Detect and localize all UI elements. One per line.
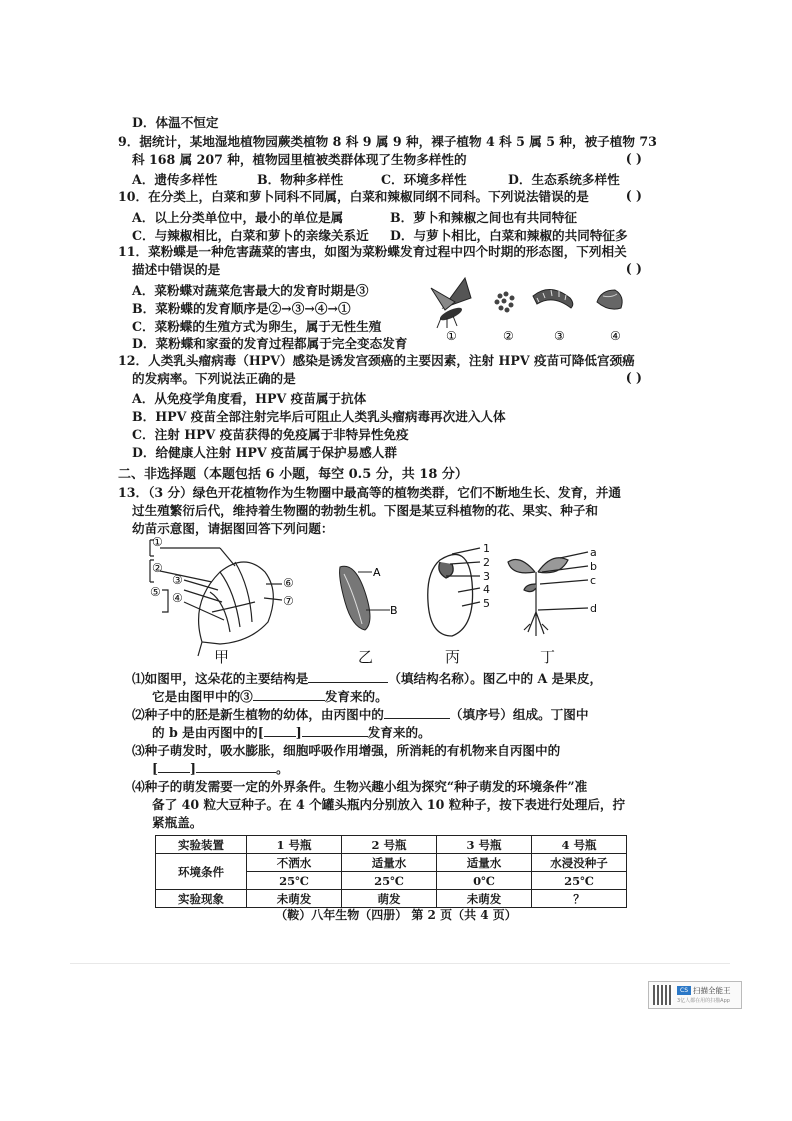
q12-stem-line2: 的发病率。下列说法正确的是: [132, 371, 296, 386]
q12-opt-c: C．注射 HPV 疫苗获得的免疫属于非特异性免疫: [132, 427, 409, 442]
seedling-label-b: b: [590, 560, 597, 573]
q13-sub1-text-b: （填结构名称）。图乙中的 A 是果皮，: [388, 671, 603, 686]
q13-sub1-line1: [132, 670, 602, 687]
table-header-bottle1: 1 号瓶: [247, 836, 342, 854]
table-row: [156, 854, 627, 872]
table-env-label: 环境条件: [156, 854, 247, 890]
q13-sub2-text-c: 的 b 是由丙图中的[: [152, 725, 264, 740]
seed-label-1: 1: [483, 542, 490, 555]
q13-sub2-text-e: 发育来的。: [367, 725, 431, 740]
q11-answer-paren[interactable]: ( ): [625, 261, 642, 276]
seed-label-5: 5: [483, 597, 490, 610]
seedling-label-d: d: [590, 602, 597, 615]
q13-sub2-blank2[interactable]: [264, 724, 296, 737]
flower-label-5: ⑤: [150, 585, 161, 599]
qr-code-icon: [653, 985, 673, 1005]
table-cell: 25℃: [342, 872, 437, 890]
q13-sub1-blank2[interactable]: [253, 688, 325, 701]
q13-sub2-text-a: ⑵种子中的胚是新生植物的幼体，由丙图中的: [132, 707, 384, 722]
experiment-table: [155, 835, 627, 908]
table-cell: 25℃: [532, 872, 627, 890]
q9-answer-paren[interactable]: ( ): [625, 151, 642, 166]
caption-jia: 甲: [214, 648, 230, 666]
table-header-bottle3: 3 号瓶: [437, 836, 532, 854]
q10-opt-c: C．与辣椒相比，白菜和萝卜的亲缘关系近: [132, 228, 369, 243]
table-cell: 不洒水: [247, 854, 342, 872]
caption-yi: 乙: [358, 648, 374, 666]
q8-option-d: D．体温不恒定: [132, 115, 219, 130]
table-cell: 0℃: [437, 872, 532, 890]
table-obs-label: 实验现象: [156, 890, 247, 908]
q13-sub2-text-b: （填序号）组成。丁图中: [449, 707, 589, 722]
flower-label-7: ⑦: [283, 594, 294, 608]
page-footer: （鞍）八年生物（四册） 第 2 页（共 4 页）: [275, 908, 517, 922]
divider: [70, 963, 730, 964]
q13-sub2-line2: [152, 724, 431, 741]
table-cell: 未萌发: [247, 890, 342, 908]
table-cell: 25℃: [247, 872, 342, 890]
q9-stem-line2: 科 168 属 207 种，植物园里植被类群体现了生物多样性的: [132, 152, 467, 167]
adult-butterfly-drawing: [431, 278, 471, 328]
q12-answer-paren[interactable]: ( ): [625, 370, 642, 385]
plant-structures-figure: [140, 532, 610, 666]
q13-sub1-text-a: ⑴如图甲，这朵花的主要结构是: [132, 671, 309, 686]
q13-sub3-blank1[interactable]: [158, 760, 190, 773]
table-cell: 萌发: [342, 890, 437, 908]
table-cell: ？: [532, 890, 627, 908]
larva-drawing: [533, 289, 573, 308]
q12-opt-a: A．从免疫学角度看，HPV 疫苗属于抗体: [132, 391, 367, 406]
flower-label-1: ①: [152, 535, 163, 549]
seedling-diagram-ding: [508, 552, 588, 636]
flower-label-6: ⑥: [283, 576, 294, 590]
pupa-drawing: [597, 290, 622, 309]
q11-stem-line1: 11．菜粉蝶是一种危害蔬菜的害虫，如图为菜粉蝶发育过程中四个时期的形态图，下列相关: [118, 244, 627, 259]
q13-sub4-line2: 备了 40 粒大豆种子。在 4 个罐头瓶内分别放入 10 粒种子，按下表进行处理后，拧: [152, 797, 626, 812]
q9-stem-line1: 9．据统计，某地湿地植物园蕨类植物 8 科 9 属 9 种，裸子植物 4 科 5 属 5 种，被子植物 73: [118, 134, 657, 149]
camscanner-logo-icon: CS: [677, 986, 691, 995]
flower-label-3: ③: [172, 573, 183, 587]
flower-diagram-jia: [150, 540, 282, 656]
q13-sub2-line1: [132, 706, 588, 723]
eggs-drawing: [495, 292, 515, 313]
q13-sub3-line1: ⑶种子萌发时，吸水膨胀，细胞呼吸作用增强，所消耗的有机物来自丙图中的: [132, 743, 561, 758]
q11-opt-d: D．菜粉蝶和家蚕的发育过程都属于完全变态发育: [132, 336, 408, 351]
q9-opt-a: A．遗传多样性: [132, 172, 218, 187]
flower-label-2: ②: [152, 561, 163, 575]
q13-stem-line3: 幼苗示意图，请据图回答下列问题：: [132, 521, 334, 536]
badge-title: 扫描全能王: [693, 986, 731, 995]
q10-opt-d: D．与萝卜相比，白菜和辣椒的共同特征多: [390, 228, 628, 243]
pod-label-a: A: [373, 566, 381, 579]
caption-ding: 丁: [540, 648, 556, 666]
q13-sub2-blank3[interactable]: [302, 724, 368, 737]
table-row: [156, 836, 627, 854]
q13-sub4-line1: ⑷种子的萌发需要一定的外界条件。生物兴趣小组为探究“种子萌发的环境条件”准: [132, 779, 588, 794]
caption-bing: 丙: [445, 648, 461, 666]
q13-stem-line2: 过生殖繁衍后代，维持着生物圈的勃勃生机。下图是某豆科植物的花、果实、种子和: [132, 503, 598, 518]
q9-opt-d: D．生态系统多样性: [508, 172, 620, 187]
q13-sub3-text-b: [: [152, 761, 158, 776]
table-cell: 适量水: [342, 854, 437, 872]
q13-sub1-line2: [152, 688, 388, 705]
q13-sub3-blank2[interactable]: [196, 760, 276, 773]
q13-sub4-line3: 紧瓶盖。: [152, 815, 203, 830]
q13-sub3-text-c: ]: [189, 761, 196, 776]
q11-opt-b: B．菜粉蝶的发育顺序是②→③→④→①: [132, 301, 351, 316]
flower-label-4: ④: [172, 591, 183, 605]
q11-opt-a: A．菜粉蝶对蔬菜危害最大的发育时期是③: [132, 283, 369, 298]
pod-diagram-yi: [340, 566, 398, 630]
q12-opt-d: D．给健康人注射 HPV 疫苗属于保护易感人群: [132, 445, 397, 460]
seed-diagram-bing: [428, 548, 480, 636]
q10-opt-a: A．以上分类单位中，最小的单位是属: [132, 210, 344, 225]
table-cell: 未萌发: [437, 890, 532, 908]
q9-opt-c: C．环境多样性: [381, 172, 467, 187]
q13-sub3-text-d: 。: [275, 761, 289, 776]
q12-opt-b: B．HPV 疫苗全部注射完毕后可阻止人类乳头瘤病毒再次进入人体: [132, 409, 506, 424]
fig-label-4: ④: [610, 329, 621, 343]
scanner-watermark-badge: [648, 981, 742, 1009]
q13-sub2-blank1[interactable]: [384, 706, 450, 719]
table-row: [156, 890, 627, 908]
q13-sub2-text-d: ]: [295, 725, 302, 740]
seedling-label-a: a: [590, 546, 597, 559]
pod-label-b: B: [390, 604, 398, 617]
q12-stem-line1: 12．人类乳头瘤病毒（HPV）感染是诱发宫颈癌的主要因素，注射 HPV 疫苗可降低宫颈癌: [118, 353, 635, 368]
fig-label-1: ①: [446, 329, 457, 343]
seed-label-3: 3: [483, 570, 490, 583]
table-cell: 水浸没种子: [532, 854, 627, 872]
q13-sub1-text-d: 发育来的。: [324, 689, 388, 704]
seed-label-2: 2: [483, 556, 490, 569]
q13-stem-line1: 13．（3 分）绿色开花植物作为生物圈中最高等的植物类群，它们不断地生长、发育，并通: [118, 485, 621, 500]
fig-label-3: ③: [554, 329, 565, 343]
q11-opt-c: C．菜粉蝶的生殖方式为卵生，属于无性生殖: [132, 319, 382, 334]
fig-label-2: ②: [503, 329, 514, 343]
table-header-device: 实验装置: [156, 836, 247, 854]
q13-sub1-text-c: 它是由图甲中的③: [152, 689, 253, 704]
seed-label-4: 4: [483, 583, 490, 596]
q11-stem-line2: 描述中错误的是: [132, 262, 221, 277]
section-2-heading: 二、非选择题（本题包括 6 小题，每空 0.5 分，共 18 分）: [118, 467, 468, 482]
seedling-label-c: c: [590, 574, 597, 587]
q10-answer-paren[interactable]: ( ): [625, 188, 642, 203]
table-header-bottle2: 2 号瓶: [342, 836, 437, 854]
q13-sub1-blank1[interactable]: [308, 670, 388, 683]
table-cell: 适量水: [437, 854, 532, 872]
badge-subtitle: 3亿人都在用的扫描App: [677, 998, 730, 1004]
q9-opt-b: B．物种多样性: [257, 172, 344, 187]
q10-stem: 10．在分类上，白菜和萝卜同科不同属，白菜和辣椒同纲不同科。下列说法错误的是: [118, 189, 589, 204]
q13-sub3-line2: [152, 760, 289, 777]
butterfly-lifecycle-figure: [425, 268, 640, 346]
q10-opt-b: B．萝卜和辣椒之间也有共同特征: [390, 210, 577, 225]
table-header-bottle4: 4 号瓶: [532, 836, 627, 854]
